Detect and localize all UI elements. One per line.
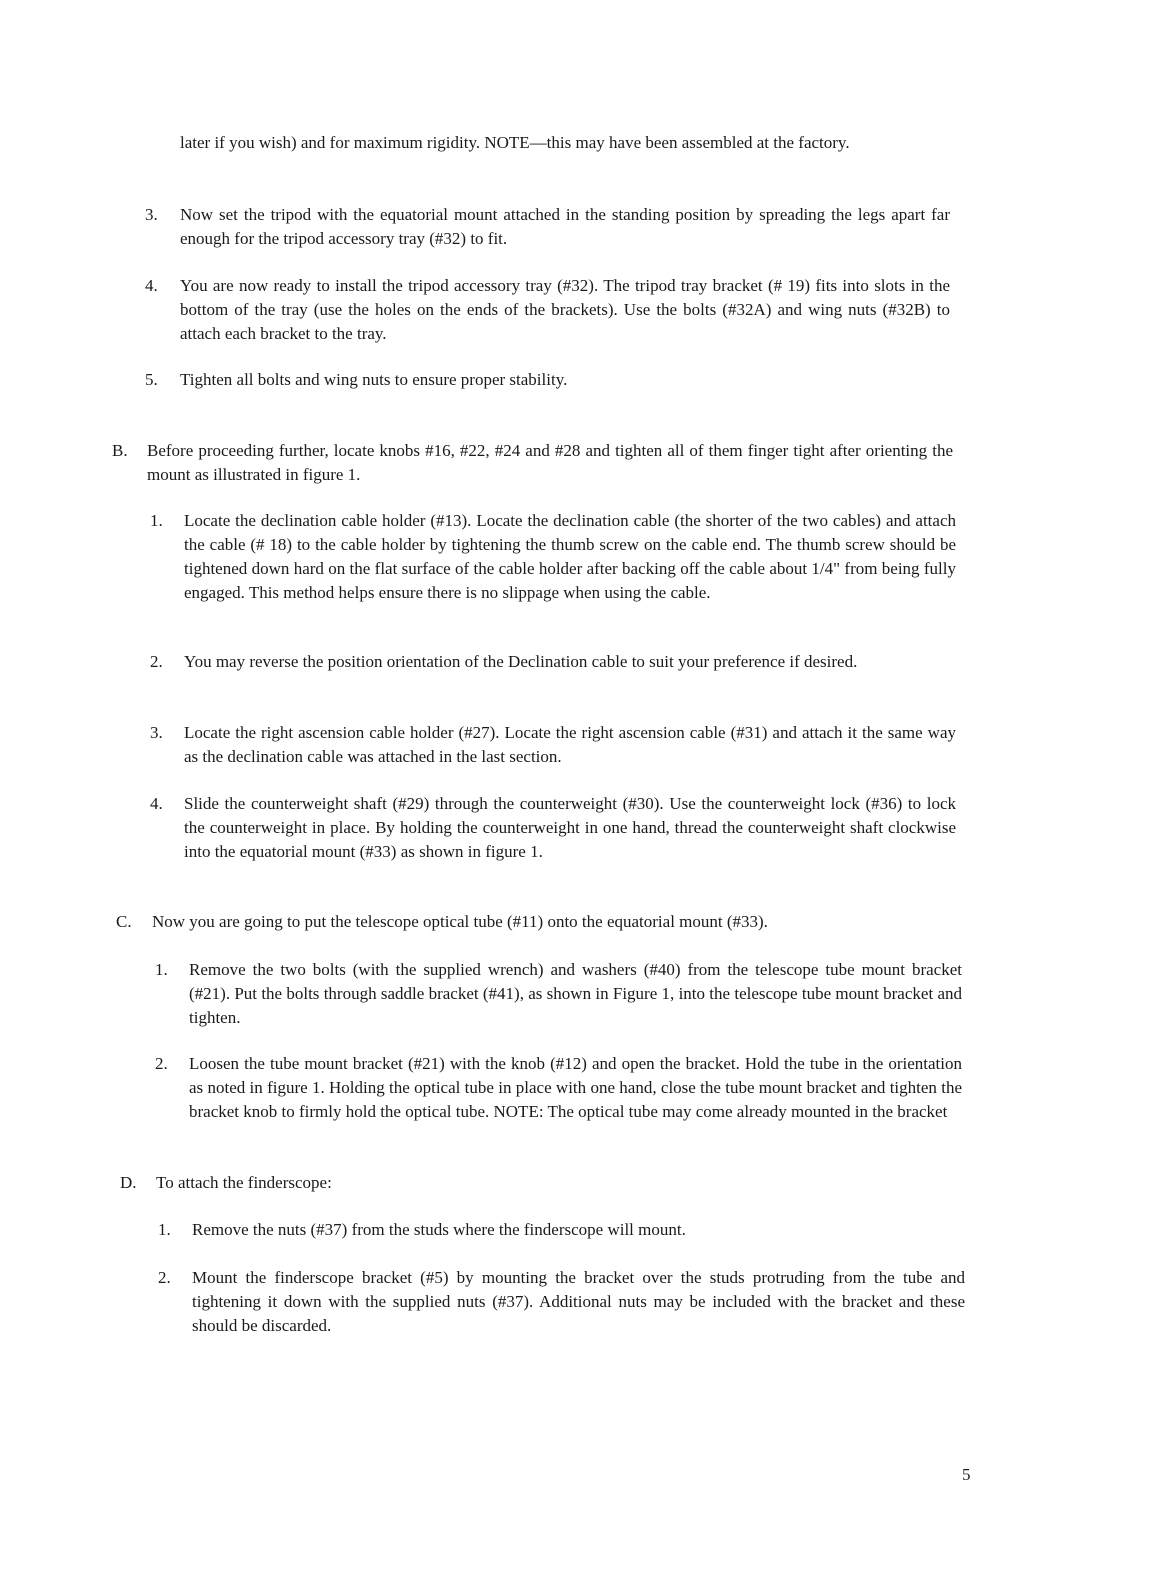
continuation-paragraph: later if you wish) and for maximum rigidity. NOTE—this may have been assembled at the factory.	[180, 133, 850, 152]
section-b-letter: B.	[112, 441, 128, 460]
c-item-2-number: 2.	[155, 1054, 168, 1073]
b-item-4-number: 4.	[150, 794, 163, 813]
c-item-1-number: 1.	[155, 960, 168, 979]
b-item-2-text: You may reverse the position orientation of the Declination cable to suit your preference if desired.	[184, 652, 858, 671]
b-item-3-number: 3.	[150, 723, 163, 742]
a-item-3-text: Now set the tripod with the equatorial mount attached in the standing position by spreading the legs apart far enough for the tripod accessory tray (#32) to fit.	[180, 205, 950, 248]
d-item-1-text: Remove the nuts (#37) from the studs where the finderscope will mount.	[192, 1220, 686, 1239]
b-item-4-text: Slide the counterweight shaft (#29) through the counterweight (#30). Use the counterweight lock (#36) to lock the counterweight in place. By holding the counterweight in one hand, thread the counterweight shaft clockwise into the equatorial mount (#33) as shown in figure 1.	[184, 794, 956, 861]
section-d-intro: To attach the finderscope:	[156, 1173, 332, 1192]
section-b-intro: Before proceeding further, locate knobs #16, #22, #24 and #28 and tighten all of them finger tight after orienting the mount as illustrated in figure 1.	[147, 441, 953, 484]
b-item-1-text: Locate the declination cable holder (#13). Locate the declination cable (the shorter of the two cables) and attach the cable (# 18) to the cable holder by tightening the thumb screw on the cable end. The thumb screw should be tightened down hard on the flat surface of the cable holder after backing off the cable about 1/4" from being fully engaged. This method helps ensure there is no slippage when using the cable.	[184, 511, 956, 602]
a-item-4-number: 4.	[145, 276, 158, 295]
c-item-2-text: Loosen the tube mount bracket (#21) with the knob (#12) and open the bracket. Hold the tube in the orientation as noted in figure 1. Holding the optical tube in place with one hand, close the tube mount bracket and tighten the bracket knob to firmly hold the optical tube. NOTE: The optical tube may come already mounted in the bracket	[189, 1054, 962, 1121]
d-item-2-number: 2.	[158, 1268, 171, 1287]
d-item-1-number: 1.	[158, 1220, 171, 1239]
section-d-letter: D.	[120, 1173, 137, 1192]
c-item-1-text: Remove the two bolts (with the supplied wrench) and washers (#40) from the telescope tube mount bracket (#21). Put the bolts through saddle bracket (#41), as shown in Figure 1, into the telescope tube mount bracket and tighten.	[189, 960, 962, 1027]
a-item-3-number: 3.	[145, 205, 158, 224]
section-c-letter: C.	[116, 912, 132, 931]
a-item-4-text: You are now ready to install the tripod accessory tray (#32). The tripod tray bracket (# 19) fits into slots in the bottom of the tray (use the holes on the ends of the brackets). Use the bolts (#32A) and wing nuts (#32B) to attach each bracket to the tray.	[180, 276, 950, 343]
section-c-intro: Now you are going to put the telescope optical tube (#11) onto the equatorial mount (#33).	[152, 912, 768, 931]
b-item-1-number: 1.	[150, 511, 163, 530]
a-item-5-number: 5.	[145, 370, 158, 389]
d-item-2-text: Mount the finderscope bracket (#5) by mounting the bracket over the studs protruding from the tube and tightening it down with the supplied nuts (#37). Additional nuts may be included with the bracket and these should be discarded.	[192, 1268, 965, 1335]
a-item-5-text: Tighten all bolts and wing nuts to ensure proper stability.	[180, 370, 568, 389]
b-item-2-number: 2.	[150, 652, 163, 671]
page-number: 5	[962, 1465, 971, 1484]
b-item-3-text: Locate the right ascension cable holder (#27). Locate the right ascension cable (#31) and attach it the same way as the declination cable was attached in the last section.	[184, 723, 956, 766]
